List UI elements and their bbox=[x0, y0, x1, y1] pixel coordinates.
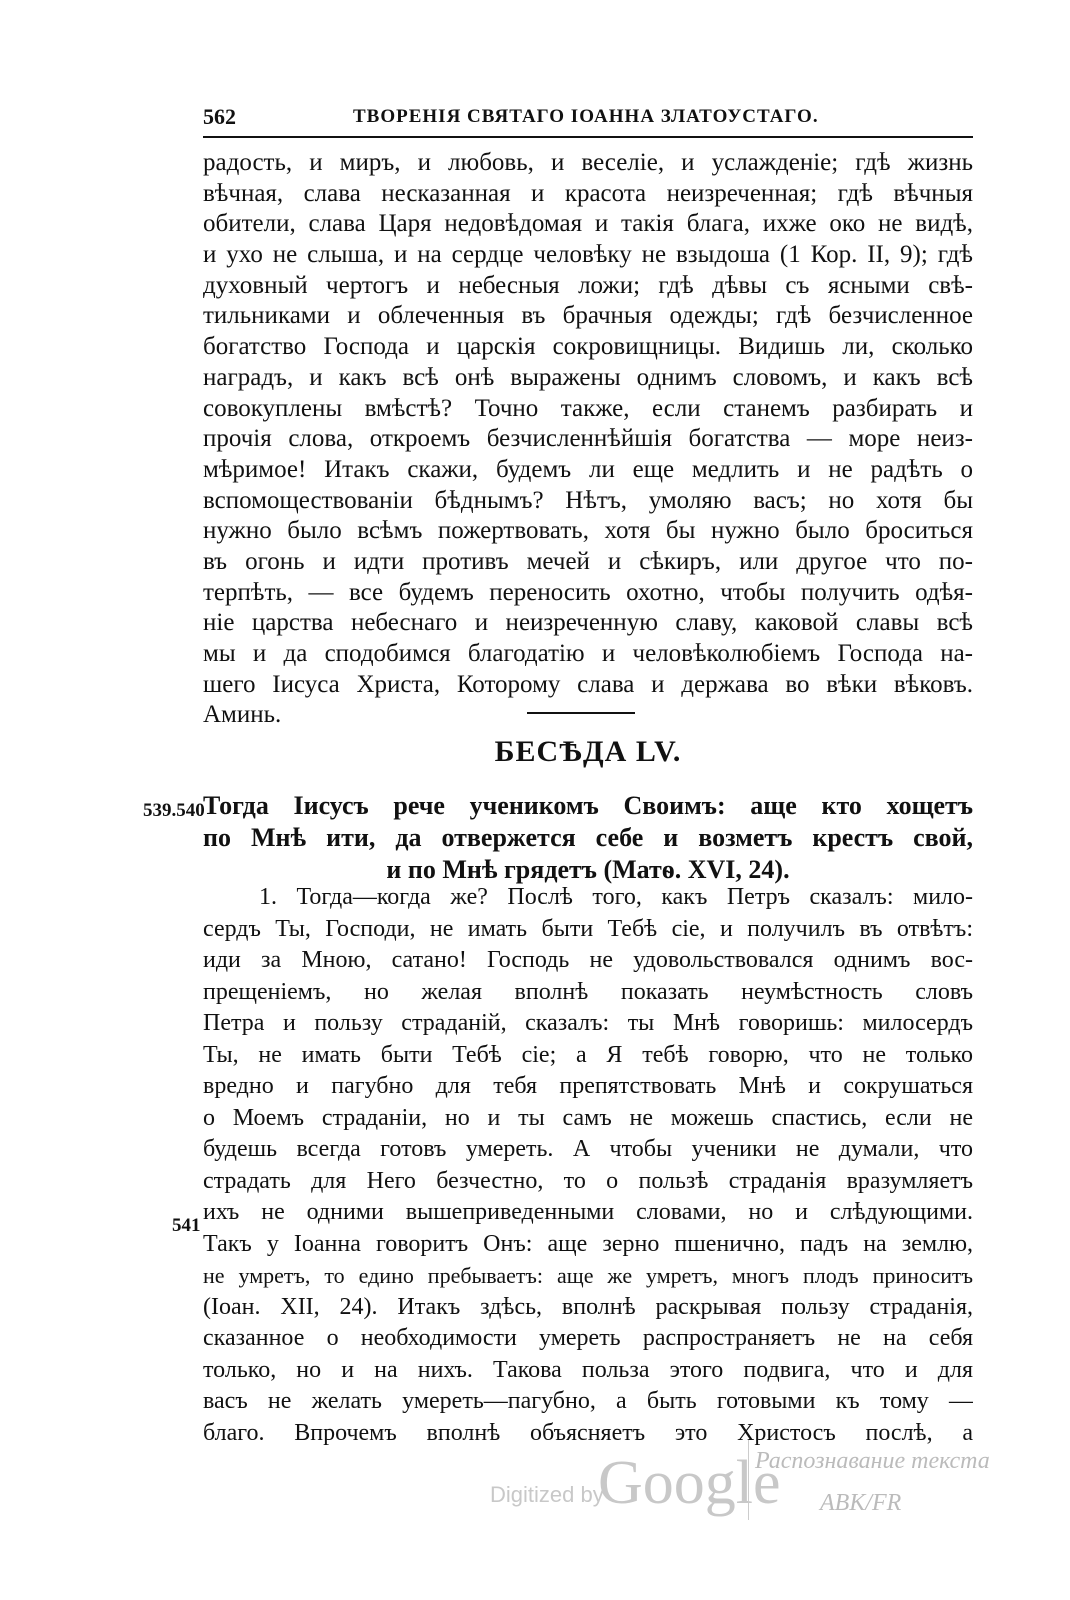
text-line: прещеніемъ, но желая вполнѣ показать неумѣстность словъ bbox=[203, 978, 973, 1005]
text-line: и ухо не слыша, и на сердце человѣку не взыдоша (1 Кор. II, 9); гдѣ bbox=[203, 241, 973, 269]
text-line: не умретъ, то едино пребываетъ: аще же умретъ, многъ плодъ приноситъ bbox=[203, 1263, 973, 1288]
epigraph-line: по Мнѣ ити, да отвержется себе и возметъ крестъ свой, bbox=[203, 823, 973, 852]
text-line: иди за Мною, сатано! Господь не удовольствовался однимъ вос- bbox=[203, 947, 973, 973]
section-divider bbox=[527, 712, 635, 714]
running-title: ТВОРЕНІЯ СВЯТАГО ІОАННА ЗЛАТОУСТАГО. bbox=[353, 106, 819, 127]
text-line: 1. Тогда—когда же? Послѣ того, какъ Петръ сказалъ: мило- bbox=[259, 884, 973, 910]
text-line: радость, и миръ, и любовь, и веселіе, и услажденіе; гдѣ жизнь bbox=[203, 149, 973, 176]
text-line: сердъ Ты, Господи, не имать быти Тебѣ сіе, и получилъ въ отвѣтъ: bbox=[203, 915, 973, 942]
margin-reference: 541 bbox=[172, 1215, 201, 1236]
text-line: только, но и на нихъ. Такова польза этого подвига, что и для bbox=[203, 1356, 973, 1383]
epigraph-line: и по Мнѣ грядетъ (Матѳ. XVI, 24). bbox=[386, 855, 790, 884]
text-line: (Іоан. XII, 24). Итакъ здѣсь, вполнѣ раскрывая пользу страданія, bbox=[203, 1293, 973, 1320]
page-number: 562 bbox=[203, 104, 236, 129]
text-line: Такъ у Іоанна говоритъ Онъ: аще зерно пшенично, падъ на землю, bbox=[203, 1230, 973, 1257]
text-line: будешь всегда готовъ умереть. А чтобы ученики не думали, что bbox=[203, 1136, 973, 1162]
text-line: совокуплены вмѣстѣ? Точно также, если станемъ разбирать и bbox=[203, 394, 973, 422]
sermon-title: БЕСѢДА LV. bbox=[494, 735, 682, 768]
text-line: духовный чертогъ и небесныя ложи; гдѣ дѣвы съ ясными свѣ- bbox=[203, 271, 973, 299]
margin-reference: 539.540 bbox=[143, 800, 205, 821]
epigraph bbox=[203, 790, 973, 886]
page-header bbox=[203, 98, 973, 138]
text-line: тильниками и облеченныя въ брачныя одежды; гдѣ безчисленное bbox=[203, 302, 973, 330]
text-line: вѣчная, слава несказанная и красота неизреченная; гдѣ вѣчныя bbox=[203, 179, 973, 207]
sermon-text bbox=[203, 882, 973, 1449]
recognition-credit-initials: ABK/FR bbox=[820, 1490, 902, 1516]
text-line: васъ не желать умереть—пагубно, а быть готовыми къ тому — bbox=[203, 1388, 973, 1414]
text-line: богатство Господа и царскія сокровищницы. Видишь ли, сколько bbox=[203, 333, 973, 361]
text-line: нужно было всѣмъ пожертвовать, хотя бы нужно было броситься bbox=[203, 517, 973, 545]
google-logo: Google bbox=[598, 1449, 781, 1517]
continued-text bbox=[203, 148, 973, 731]
header-rule bbox=[203, 136, 973, 138]
text-line: шего Іисуса Христа, Которому слава и держава во вѣки вѣковъ. bbox=[203, 670, 973, 698]
text-line: прочія слова, откроемъ безчисленнѣйшія богатства — море неиз- bbox=[203, 425, 973, 453]
recognition-credit: Распознавание текста bbox=[755, 1448, 990, 1474]
text-line: Ты, не имать быти Тебѣ сіе; а Я тебѣ говорю, что не только bbox=[203, 1041, 973, 1068]
text-line: сказанное о необходимости умереть распространяетъ не на себя bbox=[203, 1325, 973, 1351]
text-line: обители, слава Царя недовѣдомая и такія блага, ихже око не видѣ, bbox=[203, 210, 973, 238]
text-line: терпѣть, — все будемъ переносить охотно, чтобы получить одѣя- bbox=[203, 578, 973, 606]
text-line: Аминь. bbox=[203, 701, 282, 729]
text-line: мы и да сподобимся благодатію и человѣколюбіемъ Господа на- bbox=[203, 640, 973, 667]
text-line: Петра и пользу страданій, сказалъ: ты Мнѣ говоришь: милосердъ bbox=[203, 1010, 973, 1036]
text-line: мѣримое! Итакъ скажи, будемъ ли еще медлить и не радѣть о bbox=[203, 455, 973, 483]
digitized-by-label: Digitized by bbox=[490, 1482, 604, 1507]
text-line: благо. Впрочемъ вполнѣ объясняетъ это Христосъ послѣ, а bbox=[203, 1419, 973, 1446]
digitization-watermark bbox=[490, 1440, 1030, 1540]
epigraph-line: Тогда Іисусъ рече ученикомъ Своимъ: аще кто хощетъ bbox=[203, 791, 973, 820]
text-line: наградъ, и какъ всѣ онѣ выражены однимъ словомъ, и какъ всѣ bbox=[203, 363, 973, 391]
watermark-separator bbox=[748, 1440, 749, 1520]
text-line: вспомоществованіи бѣднымъ? Нѣтъ, умоляю васъ; но хотя бы bbox=[203, 486, 973, 514]
text-line: страдать для Него безчестно, то о пользѣ страданія вразумляетъ bbox=[203, 1167, 973, 1194]
text-line: въ огонь и идти противъ мечей и сѣкиръ, или другое что по- bbox=[203, 547, 973, 575]
text-line: о Моемъ страданіи, но и ты самъ не можешь спастись, если не bbox=[203, 1104, 973, 1131]
text-line: вредно и пагубно для тебя препятствовать Мнѣ и сокрушаться bbox=[203, 1073, 973, 1099]
text-line: ихъ не одними вышеприведенными словами, но и слѣдующими. bbox=[203, 1199, 973, 1225]
text-line: ніе царства небеснаго и неизреченную славу, каковой славы всѣ bbox=[203, 609, 973, 637]
